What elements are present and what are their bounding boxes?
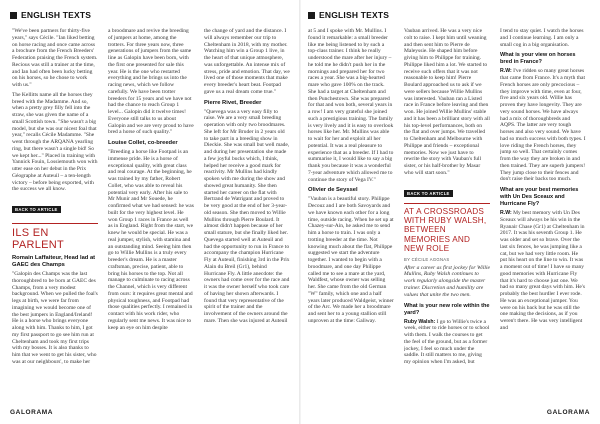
right-page-title: ENGLISH TEXTS bbox=[319, 10, 390, 20]
header-square-icon bbox=[308, 12, 315, 19]
article-headline: AT A CROSSROADS WITH RUBY WALSH, BETWEEN MEMORIES AND NEW ROLE bbox=[404, 203, 490, 254]
answer-text: I go to Willie's twice a week, either to ride horses or to school with them. I walk the courses to get the feel of the ground, but as a former jockey, I feel so much under the saddle. It still matters to me, giving my opinion when I'm asked, but bbox=[404, 318, 490, 366]
paragraph: "Galopin des Champs was the last thoroughbred to be born at GAEC des Champs, from a very modest background. When we pulled the foal's legs at birth, we were far from imagining we would become one of the best jumpers in England/Ireland! He is a horse who brings everyone along with him. Thanks to him, I got my first passport to go see him run at Cheltenham and took my first trips with my bosses. It is also thanks to him that we went to get his sister, who was at our neighbours', to make her bbox=[12, 271, 98, 365]
interview-answer bbox=[404, 319, 490, 366]
paragraph: a broodmare and revive the breeding of jumpers at home, among the trotters. For three years now, three generations of jumpers from the same line as Galopin have been born, with the first one presented for sale this year. He is the one who restarted everything and he brings us into the racing news, which we follow carefully. We have been trotter breeders for 15 years and we have not had the chance to reach Group 1 level... Galopin did it twelve times! Everyone still talks to us about Galopin and we are very proud to have bred a horse of such quality." bbox=[108, 28, 194, 136]
right-column-2 bbox=[404, 28, 490, 369]
interview-question: What is your new role within the yard? bbox=[404, 302, 490, 316]
interview-answer bbox=[500, 68, 586, 183]
left-page-columns bbox=[12, 28, 292, 369]
left-column-1 bbox=[12, 28, 98, 369]
paragraph: "Quevega was a very easy filly to raise. We are a very small breeding operation with only two broodmares. She left for Mr Bruder in 2 years old to take part in a breeding show in Dieckie. She was small but well made, and during her presentation she made a few joyful bucks which, I think, helped her receive a good mark for reactivity. Mr Mullins had kindly spoken with me during the show and showed great humanity. She then started her career on the flat with Bertrand de Watrigant and proved to be very good at the end of her 3-year-old season. She then moved to Willie Mullins through Pierre Boulard. It almost didn't happen because of her small stature, but she finally liked her. Quevega started well at Auteuil and had the opportunity to run in France to accompany the champion Hurricane Fly at Auteuil, finishing 3rd in the Prix Alain du Breil (Gr1), behind Hurricane Fly. A little anecdote: the owners had come over for the race and it was the owner herself who took care of having her shown afterwards. I found that very representative of the spirit of the trainer and the involvement of the owners around the mare. Then she was injured at Auteuil bbox=[204, 108, 290, 324]
back-to-article-button[interactable]: BACK TO ARTICLE bbox=[12, 206, 61, 213]
left-column-3 bbox=[204, 28, 290, 369]
answer-speaker: Ruby Walsh: bbox=[404, 318, 436, 325]
left-page-header bbox=[10, 8, 91, 22]
back-to-article-button[interactable]: BACK TO ARTICLE bbox=[404, 190, 453, 197]
right-page-header bbox=[308, 8, 389, 22]
left-page-footer bbox=[10, 406, 53, 418]
answer-speaker: R.W: bbox=[500, 210, 512, 216]
left-page-title: ENGLISH TEXTS bbox=[21, 10, 92, 20]
left-column-2 bbox=[108, 28, 194, 369]
paragraph: "Breeding a horse like Footpad is an immense pride. He is a horse of exceptional quality, with great class and real courage. At the beginning, he was trained by my father, Robert Collet, who was able to reveal his potential very early. After his sale to Mr Munir and Mr Souede, he confirmed what we had sensed: he was built for the very highest level. He won Group 1 races in France as well as in England. Right from the start, we knew he would be special. He was a real jumper, stylish, with stamina and an outstanding mind. Seeing him then go to Willie Mullins is a truly every breeder's dream. He is a master craftsman, precise, patient, able to bring his horses to the top. Not all manage to culminate to racing across the Channel, which is very different from ours: it requires great mental and physical toughness, and Footpad had those qualities perfectly. I remained in contact with his work rider, who regularly sent me news. It was nice to keep an eye on him despite bbox=[108, 149, 194, 331]
right-column-3 bbox=[500, 28, 586, 369]
right-page-footer bbox=[547, 406, 590, 418]
paragraph: the change of yard and the distance. I will always remember our trip to Cheltenham in 2018, with my mother. Watching him win a Group 1 live, in the heart of that unique atmosphere, was unforgettable. An intense mix of stress, pride and emotion. That day, we lived one of those moments that make every breeder's heart beat. Footpad gave us a real dream come true." bbox=[204, 28, 290, 95]
paragraph: The Kellitts name all the horses they breed with the Madamme. And so, when a pretty grey filly fell into the straw, she was given the name of a small Scottish town. "She wasn't a big model, but she was our nicest foal that year," recalls Cécile Madamme. "She went through the ARQANA yearling ring, but there wasn't a single bid! So we kept her..." Placed in training with Yannick Fouin, Lossiemouth won with utter ease on her debut in the Prix Géographe at Auteuil – a ten-length victory – before being exported, with the success we all know. bbox=[12, 91, 98, 193]
interview-question: What are your best memories with Un Des Sceaux and Hurricane Fly? bbox=[500, 187, 579, 207]
magazine-logo: GALORAMA bbox=[546, 408, 590, 416]
interview-question: What is your view on horses bred in France? bbox=[500, 52, 576, 66]
paragraph: at 5 and I spoke with Mr. Mullins. I found it remarkable: a small breeder like me being listened to by such a top-class trainer. I think he really understood the mare after her injury – he told me he didn't push her in the mornings and prepared her for two races a year. She was a big-hearted mare who gave 100% on the track. She had a target at Cheltenham and then Punchestown. She was prepared for that and won both, several years in a row! I am very grateful she joined such a prestigious training. The family is very lively and it is easy to overlook horses like her. Mr. Mullins was able to wait for her and exploit all her potential. It was a real pleasure to experience that as a breeder. If I had to summarise it, I would like to say a big thank you because it was a wonderful 7-year adventure which allowed me to continue the story of Vega IV." bbox=[308, 28, 394, 183]
article-byline: BY CÉCILE AGGNAS bbox=[404, 256, 450, 262]
magazine-logo: GALORAMA bbox=[10, 408, 54, 416]
right-page-columns bbox=[308, 28, 588, 369]
article-intro: After a career as first jockey for Willie Mullins, Ruby Walsh continues to work regularly alongside the master trainer. Discretion and humility are values that unite the two men. bbox=[404, 264, 490, 298]
speaker-subhead: Pierre Rivet, Breeder bbox=[204, 99, 262, 106]
header-square-icon bbox=[10, 12, 17, 19]
speaker-subhead: Romain Laffaiteur, Head lad at GAEC des Champs bbox=[12, 255, 96, 268]
interview-answer bbox=[500, 210, 586, 332]
answer-speaker: R.W: bbox=[500, 68, 512, 75]
paragraph: "Vauban is a beautiful story. Philippe Decouz and I are both Savoyards and we have known each other for a long time, outside racing. When he set up at Chazey-sur-Ain, he asked me to send him a horse to train. I was only a trotting breeder at the time. Not knowing much about the flat, Philippe suggested we start the adventure together. I wanted to begin with a broodmare, and one day Philippe called me to see a mare at the yard, Waldfest, whose owner was selling her. She came from the old German "W" family, which one and a half years later produced Waldgeist, winner of the Arc. We made her a broodmare and sent her to a young stallion still unproven at the time: Galiway. bbox=[308, 196, 394, 324]
paragraph: I tend to stay quiet. I watch the horses and I continue learning. I am only a small cog in a big organisation. bbox=[500, 28, 584, 48]
speaker-subhead: Olivier de Seyssel bbox=[308, 187, 358, 194]
paragraph: Vauban arrived. He was a very nice colt to raise. I kept him until weaning and then sent him to Pierre de Maleyssie. He shaped him before giving him to Philippe for training. Philippe liked him a lot. We started to receive such offers that it was not reasonable to keep him! Pierre Boulard approached us to ask if we were sellers because Willie Mullins was interested. Vauban ran a Listed race in France before leaving and then won. He joined Willie Mullins' stable and it has been a brilliant story with all his top-level performances, both on the flat and over jumps. We travelled to Cheltenham and Melbourne with Philippe and friends – exceptional memories. Now we just have to rewrite the story with Vauban's full sister, or his half-brother by Masar who will start soon." bbox=[404, 28, 490, 176]
section-title: ILS EN PARLENT bbox=[12, 223, 98, 251]
answer-text: My best memory with Un Des Sceaux will always be his win in the Ryanair Chase (Gr1) at Cheltenham in 2017. It was his seventh Group 1. He was older and set so brave. Over the last six fences, he was jumping like a cat, but we had very little room. He put his heart on the line to win. It was a moment out of time! I have so many good memories with Hurricane Fly that it's hard to choose just one. We had so many great days with him. He's probably the best hurdler I ever rode. He was an exceptional jumper. You were on his back but he was still the one making the decisions, as if you weren't there. He was very intelligent and bbox=[500, 210, 586, 331]
right-column-1 bbox=[308, 28, 394, 369]
answer-text: I've ridden so many great horses that came from France. It's a myth that French horses are only precocious – they improve with time, even at four, five and six years old. Willie has proven they have longevity. They are very sound horses. We have always had a mix of thoroughbreds and AQPS. The latter are very tough horses and also very sound. We have had so much success with both types. I love riding the French horses, they jump so well. That certainly comes from the way they are broken in and then trained. They are superb jumpers! They jump close to their fences and don't raise their backs too much. bbox=[500, 68, 586, 183]
right-page bbox=[300, 0, 600, 424]
speaker-subhead: Louise Collet, co-breeder bbox=[108, 140, 178, 146]
paragraph: "We've been partners for thirty-five years," says Cécile. "Ian liked betting on horse racing and once came across a brochure from the French Breeders' Federation praising the French system. Recious was still a trainer at the time, and Ian had often been lucky betting on his horses, so he chose to work with us." bbox=[12, 28, 98, 88]
